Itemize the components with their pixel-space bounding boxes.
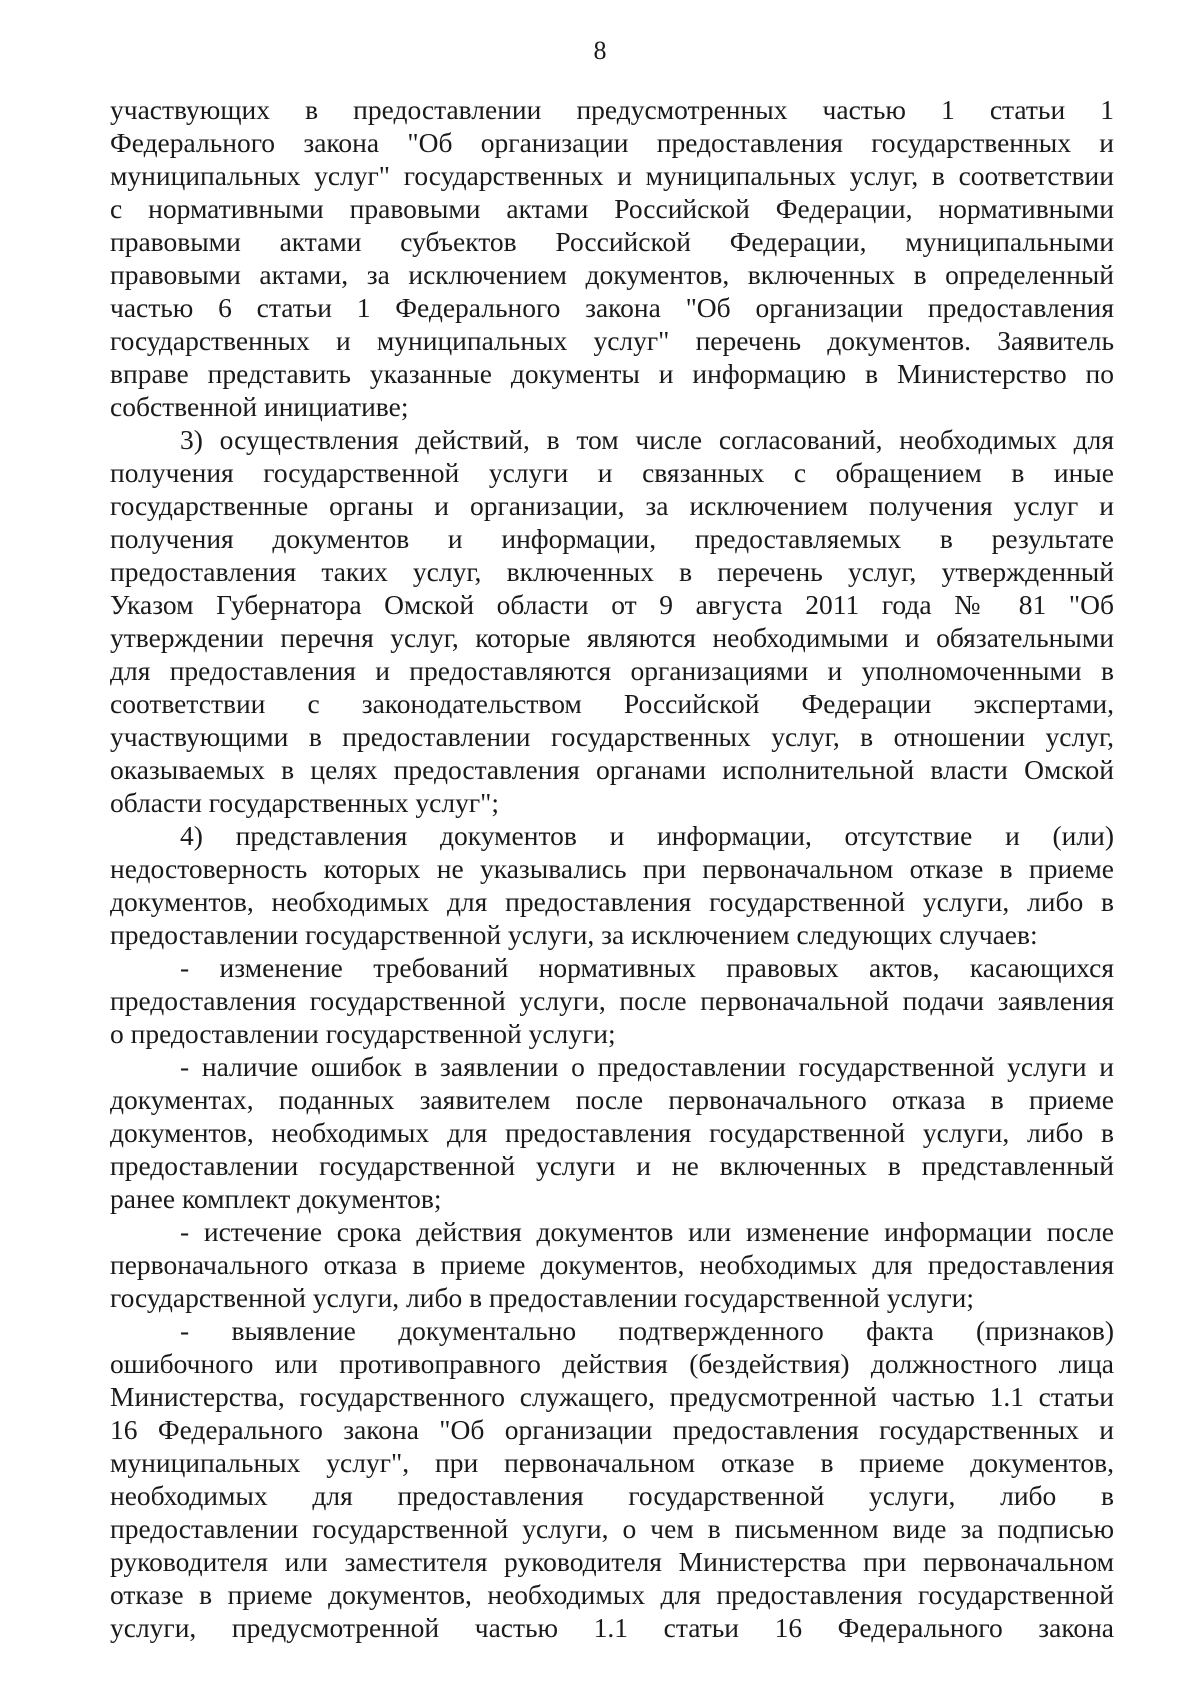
text-line: соответствии с законодательством Российской Федерации экспертами, bbox=[110, 688, 1114, 719]
text-line: услуги, предусмотренной частью 1.1 статьи 16 Федерального закона bbox=[110, 1612, 1114, 1643]
text-line: государственные органы и организации, за исключением получения услуг и bbox=[110, 490, 1114, 521]
text-line: отказе в приеме документов, необходимых для предоставления государственной bbox=[110, 1579, 1114, 1610]
text-line: с нормативными правовыми актами Российской Федерации, нормативными bbox=[110, 193, 1114, 224]
text-line: участвующих в предоставлении предусмотренных частью 1 статьи 1 bbox=[110, 94, 1114, 125]
text-line: - наличие ошибок в заявлении о предоставлении государственной услуги и bbox=[180, 1051, 1114, 1082]
text-line: руководителя или заместителя руководителя Министерства при первоначальном bbox=[110, 1546, 1114, 1577]
text-line: ранее комплект документов; bbox=[110, 1183, 442, 1214]
text-line: собственной инициативе; bbox=[110, 391, 409, 422]
text-line: - изменение требований нормативных правовых актов, касающихся bbox=[180, 952, 1114, 983]
text-line: получения государственной услуги и связанных с обращением в иные bbox=[110, 457, 1114, 488]
text-line: государственных и муниципальных услуг" перечень документов. Заявитель bbox=[110, 325, 1114, 356]
text-line: документах, поданных заявителем после первоначального отказа в приеме bbox=[110, 1084, 1114, 1115]
text-line: муниципальных услуг", при первоначальном отказе в приеме документов, bbox=[110, 1447, 1114, 1478]
text-line: Федерального закона "Об организации предоставления государственных и bbox=[110, 127, 1114, 158]
text-line: вправе представить указанные документы и информацию в Министерство по bbox=[110, 358, 1114, 389]
text-line: о предоставлении государственной услуги; bbox=[110, 1018, 616, 1049]
text-line: получения документов и информации, предоставляемых в результате bbox=[110, 523, 1114, 554]
text-line: участвующими в предоставлении государственных услуг, в отношении услуг, bbox=[110, 721, 1114, 752]
text-line: 16 Федерального закона "Об организации предоставления государственных и bbox=[110, 1414, 1114, 1445]
text-line: 4) представления документов и информации, отсутствие и (или) bbox=[180, 820, 1114, 851]
text-line: ошибочного или противоправного действия (бездействия) должностного лица bbox=[110, 1348, 1114, 1379]
page-number: 8 bbox=[593, 36, 607, 65]
text-line: оказываемых в целях предоставления органами исполнительной власти Омской bbox=[110, 754, 1114, 785]
text-line: первоначального отказа в приеме документов, необходимых для предоставления bbox=[110, 1249, 1114, 1280]
body-text bbox=[110, 93, 1114, 1644]
text-line: недостоверность которых не указывались при первоначальном отказе в приеме bbox=[110, 853, 1114, 884]
text-line: правовыми актами субъектов Российской Федерации, муниципальными bbox=[110, 226, 1114, 257]
text-line: Указом Губернатора Омской области от 9 августа 2011 года № 81 "Об bbox=[110, 589, 1114, 620]
text-line: области государственных услуг"; bbox=[110, 787, 500, 818]
text-line: государственной услуги, либо в предоставлении государственной услуги; bbox=[110, 1282, 974, 1313]
text-line: предоставлении государственной услуги, за исключением следующих случаев: bbox=[110, 919, 1038, 950]
text-line: необходимых для предоставления государственной услуги, либо в bbox=[110, 1480, 1114, 1511]
text-line: предоставления таких услуг, включенных в перечень услуг, утвержденный bbox=[110, 556, 1114, 587]
text-line: документов, необходимых для предоставления государственной услуги, либо в bbox=[110, 886, 1114, 917]
text-line: частью 6 статьи 1 Федерального закона "Об организации предоставления bbox=[110, 292, 1114, 323]
text-line: документов, необходимых для предоставления государственной услуги, либо в bbox=[110, 1117, 1114, 1148]
text-line: муниципальных услуг" государственных и муниципальных услуг, в соответствии bbox=[110, 160, 1114, 191]
text-line: предоставления государственной услуги, после первоначальной подачи заявления bbox=[110, 985, 1114, 1016]
text-line: - истечение срока действия документов или изменение информации после bbox=[180, 1216, 1114, 1247]
text-line: Министерства, государственного служащего, предусмотренной частью 1.1 статьи bbox=[110, 1381, 1114, 1412]
text-line: правовыми актами, за исключением документов, включенных в определенный bbox=[110, 259, 1114, 290]
text-line: утверждении перечня услуг, которые являются необходимыми и обязательными bbox=[110, 622, 1114, 653]
text-line: 3) осуществления действий, в том числе согласований, необходимых для bbox=[180, 424, 1114, 455]
text-line: - выявление документально подтвержденного факта (признаков) bbox=[180, 1315, 1114, 1346]
text-line: предоставлении государственной услуги, о чем в письменном виде за подписью bbox=[110, 1513, 1114, 1544]
text-line: предоставлении государственной услуги и не включенных в представленный bbox=[110, 1150, 1114, 1181]
text-line: для предоставления и предоставляются организациями и уполномоченными в bbox=[110, 655, 1114, 686]
